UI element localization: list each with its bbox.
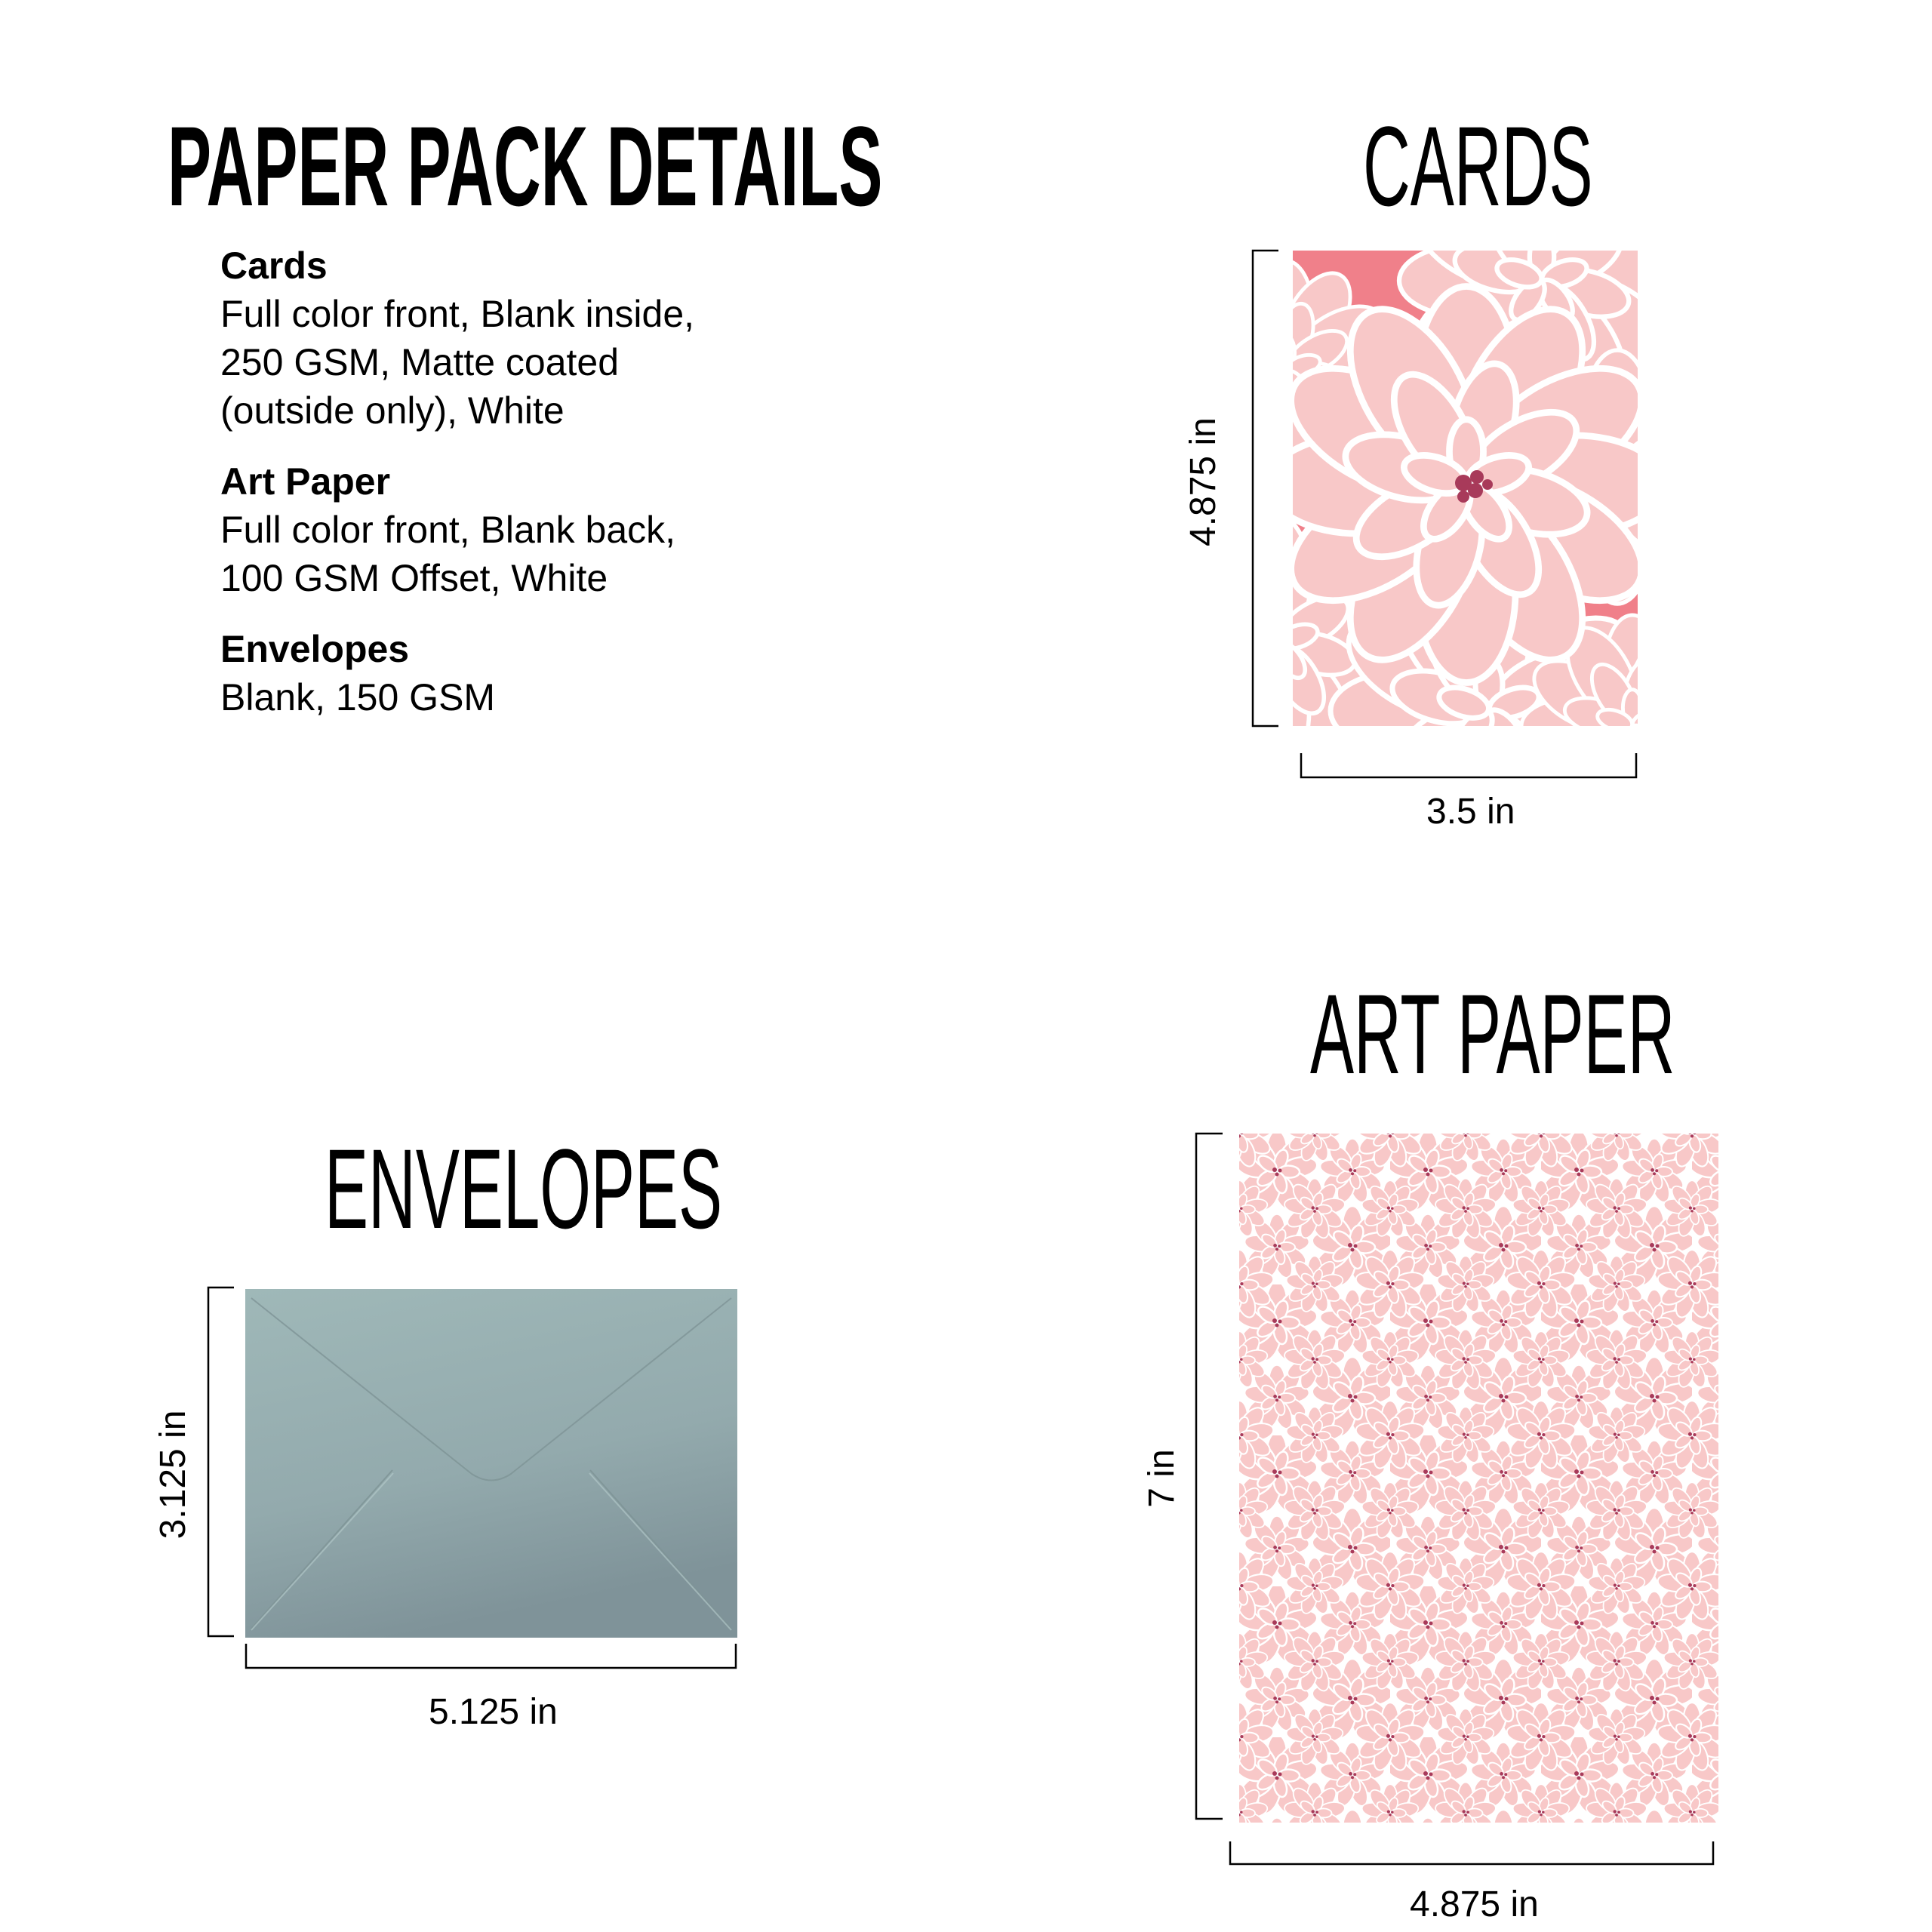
art-paper-width-bracket — [1230, 1841, 1713, 1864]
envelopes-heading: ENVELOPES — [325, 1125, 723, 1252]
cards-width-label: 3.5 in — [1426, 792, 1515, 832]
art-paper-heading: ART PAPER — [1310, 971, 1675, 1097]
detail-envelopes-title: Envelopes — [220, 628, 410, 670]
art-paper-width-label: 4.875 in — [1410, 1884, 1539, 1924]
envelopes-height-label: 3.125 in — [153, 1410, 193, 1540]
detail-cards-title: Cards — [220, 245, 328, 287]
envelopes-height-bracket — [208, 1287, 234, 1636]
envelope-sample-image — [245, 1289, 737, 1638]
envelope-graphic — [245, 1289, 737, 1638]
cards-heading: CARDS — [1363, 103, 1593, 229]
art-paper-floral-pattern — [1239, 1134, 1718, 1823]
art-paper-height-bracket — [1196, 1134, 1223, 1819]
detail-art-paper-text: Full color front, Blank back, 100 GSM Offset, White — [220, 509, 676, 599]
detail-envelopes — [220, 625, 824, 721]
cards-height-label: 4.875 in — [1183, 417, 1223, 546]
cards-width-bracket — [1301, 753, 1636, 777]
envelopes-width-bracket — [246, 1644, 736, 1668]
detail-cards-text: Full color front, Blank inside, 250 GSM, Matte coated (outside only), White — [220, 293, 695, 432]
envelopes-width-label: 5.125 in — [429, 1692, 558, 1732]
page-title: PAPER PACK DETAILS — [168, 103, 883, 229]
cards-height-bracket — [1253, 251, 1278, 726]
art-paper-sample-image — [1239, 1134, 1718, 1823]
details-list — [220, 242, 824, 744]
detail-art-paper-title: Art Paper — [220, 460, 391, 503]
detail-envelopes-text: Blank, 150 GSM — [220, 676, 496, 718]
detail-art-paper — [220, 457, 824, 602]
art-paper-height-label: 7 in — [1142, 1449, 1182, 1508]
card-sample-image — [1293, 251, 1638, 726]
card-floral-pattern — [1293, 251, 1638, 726]
detail-cards — [220, 242, 824, 435]
